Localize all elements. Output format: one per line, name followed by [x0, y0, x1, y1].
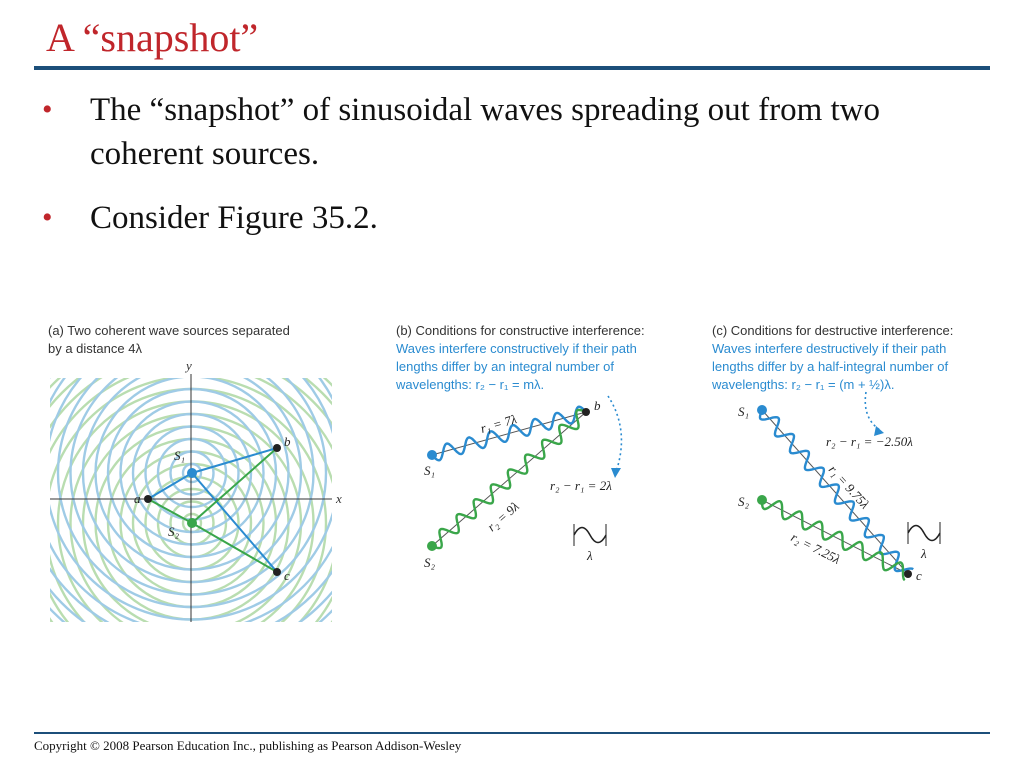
footer-divider [34, 732, 990, 734]
bullet-item [42, 196, 942, 240]
b-arrowhead-icon [611, 468, 621, 478]
source-s2-dot [187, 518, 197, 528]
bullet-text: Consider Figure 35.2. [90, 200, 378, 236]
caption-c-line2: Waves interfere destructively if their path [712, 341, 947, 356]
b-wavelength-icon [574, 524, 606, 546]
b-label-b: b [594, 398, 601, 413]
label-s1: S₁ [174, 448, 186, 463]
bullet-dot-icon: • [42, 93, 53, 126]
bullet-text: The “snapshot” of sinusoidal waves spreading out from two coherent sources. [90, 92, 881, 172]
figure-svg [0, 300, 1024, 640]
s2-to-b-line [192, 448, 277, 523]
b-r2-label: r₂ = 9λ [484, 498, 522, 535]
c-label-c: c [916, 568, 922, 583]
b-source-s2-dot [427, 541, 437, 551]
c-point-c-dot [904, 570, 912, 578]
bullet-list [42, 88, 942, 260]
slide-title: A “snapshot” [46, 15, 259, 60]
caption-c-line4: wavelengths: r₂ − r₁ = (m + ½)λ. [712, 377, 895, 392]
c-wavelength-icon [908, 522, 940, 544]
bullet-item [42, 88, 942, 176]
label-b: b [284, 434, 291, 449]
caption-a-line1: (a) Two coherent wave sources separated [48, 323, 290, 338]
c-lambda-label: λ [921, 546, 927, 561]
caption-a-line2: by a distance 4λ [48, 341, 142, 356]
point-a-dot [144, 495, 152, 503]
b-source-s1-dot [427, 450, 437, 460]
wave-rings [0, 300, 451, 640]
caption-b-line4: wavelengths: r₂ − r₁ = mλ. [396, 377, 545, 392]
b-lambda-label: λ [587, 548, 593, 563]
label-s2: S₂ [168, 524, 180, 539]
label-c: c [284, 568, 290, 583]
c-source-s2-dot [757, 495, 767, 505]
label-a: a [134, 491, 141, 506]
b-r1-label: r₁ = 7λ [478, 411, 519, 436]
c-diff-label: r₂ − r₁ = −2.50λ [826, 434, 913, 449]
b-label-s2: S₂ [424, 555, 436, 570]
c-label-s2: S₂ [738, 494, 750, 509]
point-c-dot [273, 568, 281, 576]
caption-b-line3: lengths differ by an integral number of [396, 359, 615, 374]
caption-b-line1: (b) Conditions for constructive interference: [396, 323, 645, 338]
caption-c-line3: lengths differ by a half-integral number of [712, 359, 949, 374]
point-b-dot [273, 444, 281, 452]
c-arrow-icon [865, 392, 880, 430]
bullet-dot-icon: • [42, 201, 53, 234]
c-r1-label: r₁ = 9.75λ [825, 461, 873, 512]
y-axis-label: y [186, 358, 192, 373]
c-label-s1: S₁ [738, 404, 750, 419]
c-r2-label: r₂ = 7.25λ [788, 529, 843, 567]
c-source-s1-dot [757, 405, 767, 415]
copyright-footer: Copyright © 2008 Pearson Education Inc., publishing as Pearson Addison-Wesley [34, 738, 462, 753]
b-arrow-icon [608, 396, 621, 472]
caption-c-line1: (c) Conditions for destructive interference: [712, 323, 954, 338]
figure-35-2 [0, 300, 1024, 640]
title-divider [34, 66, 990, 70]
source-s1-dot [187, 468, 197, 478]
x-axis-label: x [336, 491, 342, 506]
b-point-b-dot [582, 408, 590, 416]
b-label-s1: S₁ [424, 463, 436, 478]
b-diff-label: r₂ − r₁ = 2λ [550, 478, 612, 493]
caption-b-line2: Waves interfere constructively if their path [396, 341, 637, 356]
